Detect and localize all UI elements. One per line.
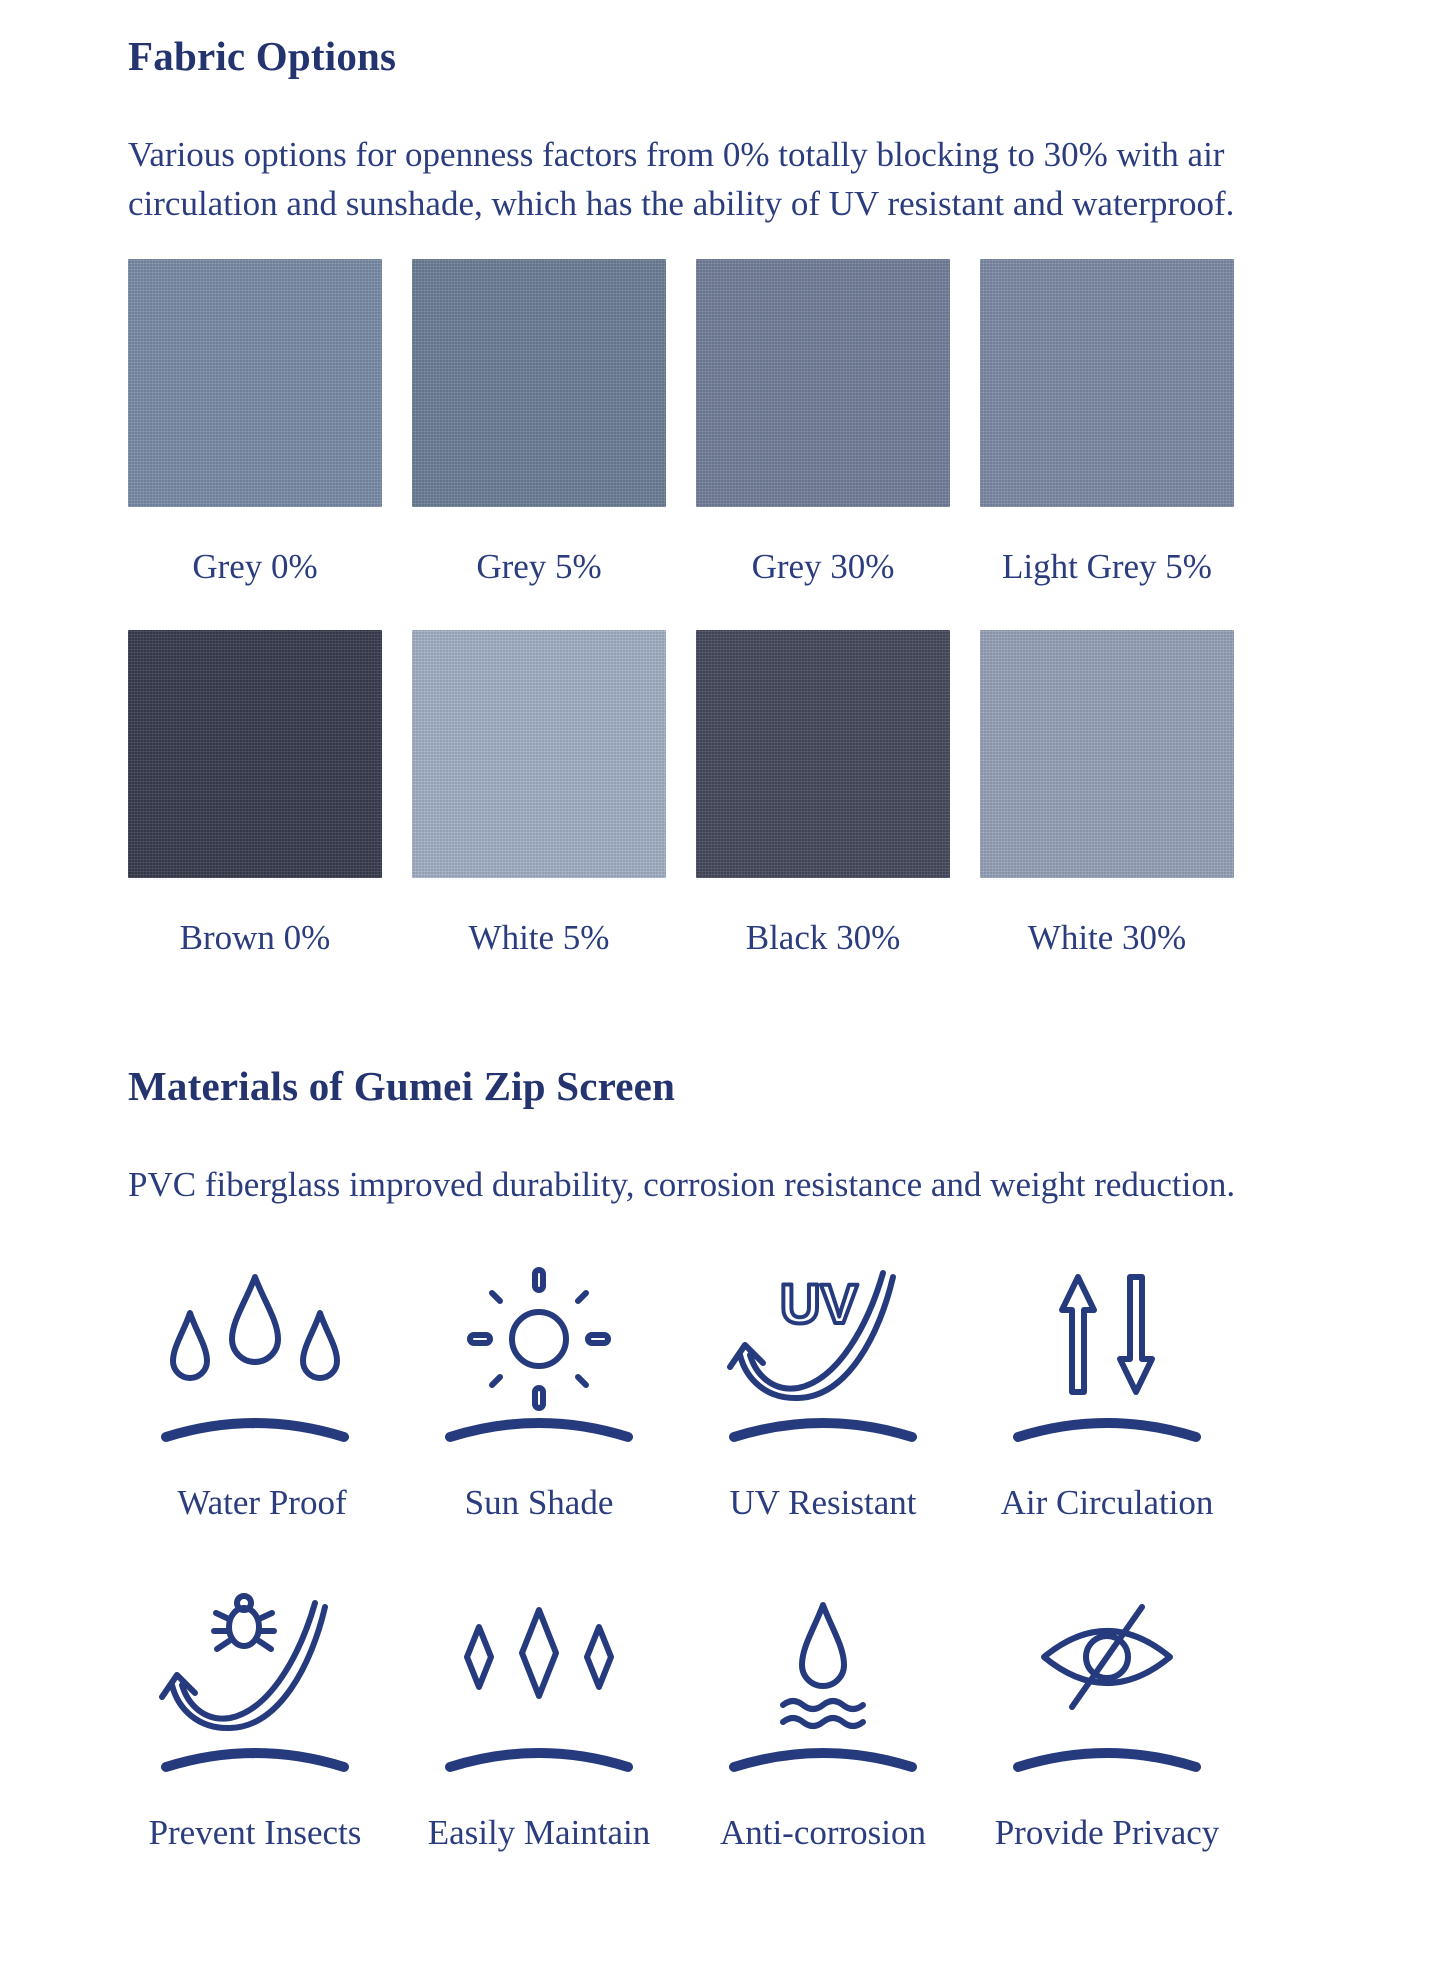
swatch-label: Grey 5%: [476, 547, 602, 586]
feature-label-uv-resistant: UV Resistant: [729, 1483, 917, 1522]
materials-title: Materials of Gumei Zip Screen: [128, 1063, 676, 1109]
uv-shield-icon: [708, 1255, 938, 1455]
swatch-label: White 30%: [1027, 918, 1187, 957]
swatch-label: Brown 0%: [179, 918, 331, 957]
air-arrows-icon: [992, 1255, 1222, 1455]
feature-label-easily-maintain: Easily Maintain: [427, 1813, 651, 1852]
swatch-label: Grey 30%: [751, 547, 895, 586]
swatch-grey-30[interactable]: [696, 259, 950, 507]
sparkle-icon: [424, 1585, 654, 1785]
feature-label-water-proof: Water Proof: [177, 1483, 347, 1522]
feature-label-provide-privacy: Provide Privacy: [994, 1813, 1220, 1852]
uv-text: UV: [780, 1272, 858, 1335]
feature-label-air-circulation: Air Circulation: [1000, 1483, 1214, 1522]
fabric-description-line1: Various options for openness factors from 0% totally blocking to 30% with air: [128, 135, 1225, 174]
insect-shield-icon: [140, 1585, 370, 1785]
swatch-label: Grey 0%: [192, 547, 318, 586]
swatch-label: Black 30%: [745, 918, 901, 957]
water-drops-icon: [140, 1255, 370, 1455]
swatch-white-5[interactable]: [412, 630, 666, 878]
fabric-description-line2: circulation and sunshade, which has the ability of UV resistant and waterproof.: [128, 184, 1235, 223]
feature-label-prevent-insects: Prevent Insects: [148, 1813, 362, 1852]
swatch-light-grey-5[interactable]: [980, 259, 1234, 507]
swatch-grey-5[interactable]: [412, 259, 666, 507]
swatch-grey-0[interactable]: [128, 259, 382, 507]
eye-crossed-icon: [992, 1585, 1222, 1785]
sun-icon: [424, 1255, 654, 1455]
drop-waves-icon: [708, 1585, 938, 1785]
swatch-label: Light Grey 5%: [1002, 547, 1212, 586]
materials-description: PVC fiberglass improved durability, corrosion resistance and weight reduction.: [128, 1165, 1236, 1204]
swatch-brown-0[interactable]: [128, 630, 382, 878]
swatch-label: White 5%: [468, 918, 610, 957]
fabric-options-title: Fabric Options: [128, 33, 397, 79]
feature-label-anti-corrosion: Anti-corrosion: [719, 1813, 927, 1852]
swatch-white-30[interactable]: [980, 630, 1234, 878]
swatch-black-30[interactable]: [696, 630, 950, 878]
feature-label-sun-shade: Sun Shade: [464, 1483, 614, 1522]
